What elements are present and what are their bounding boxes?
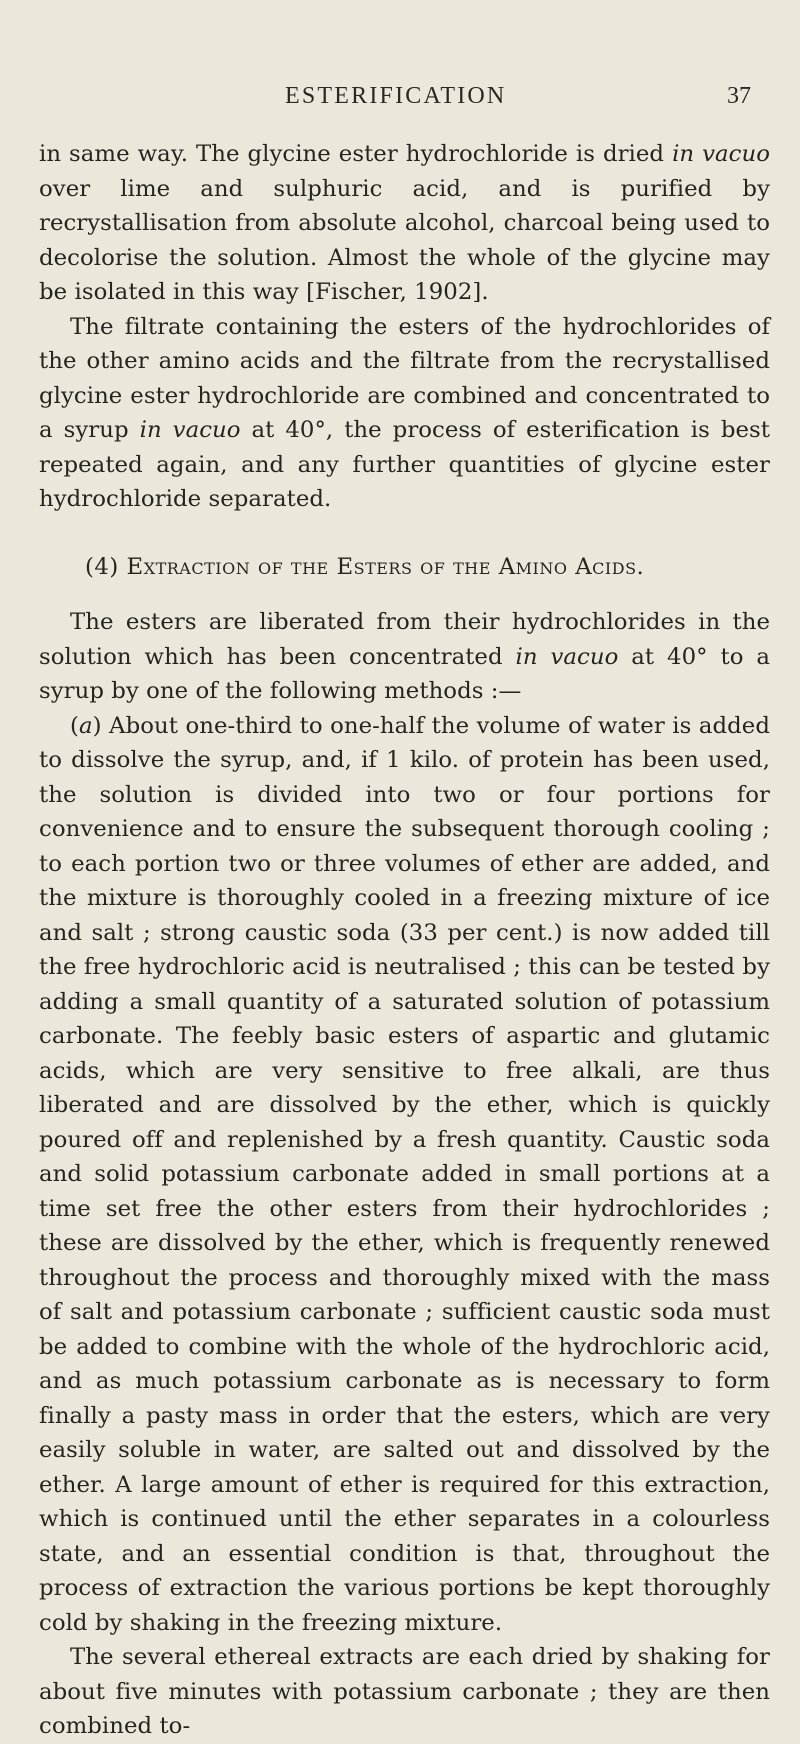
paragraph-method-a (39, 709, 770, 1641)
text-run: at 40° to a syrup by one of the following methods :— (39, 643, 771, 704)
section-number: (4) (85, 553, 119, 580)
italic-phrase: in vacuo (672, 141, 771, 167)
italic-phrase: in vacuo (515, 643, 619, 670)
section-heading (39, 550, 770, 585)
running-head (0, 83, 800, 117)
section-title: Extraction of the Esters of the Amino Acids. (126, 553, 645, 580)
text-run: The filtrate containing the esters of the hydrochlorides of the other amino acids and the filtrate from the recrystallised glycine ester hydrochloride are combined and concentrated to a syrup (39, 313, 770, 443)
text-run: ) About one-third to one-half the volume of water is added to dissolve the syrup, and, if 1 kilo. of protein has been used, the solution is divided into two or four portions for convenience and to ensure the subsequent thorough cooling ; to each portion two or three volumes of ether are added, and the mixture is thoroughly cooled in a freezing mixture of ice and salt ; strong caustic soda (33 per cent.) is now added till the free hydrochloric acid is neutralised ; this can be tested by adding a small quantity of a saturated solution of potassium carbonate. The feebly basic esters of aspartic and glutamic acids, which are very sensitive to free alkali, are thus liberated and are dissolved by the ether, which is quickly poured off and replenished by a fresh quantity. Caustic soda and solid potassium carbonate added in small portions at a time set free the other esters from their hydrochlorides ; these are dissolved by the ether, which is frequently renewed throughout the process and thoroughly mixed with the mass of salt and potassium carbonate ; sufficient caustic soda must be added to combine with the whole of the hydrochloric acid, and as much potassium carbonate as is necessary to form finally a pasty mass in order that the esters, which are very easily soluble in water, are salted out and dissolved by the ether. A large amount of ether is required for this extraction, which is continued until the ether separates in a colourless state, and an essential condition is that, throughout the process of extraction the various portions be kept thoroughly cold by shaking in the freezing mixture. (39, 712, 770, 1636)
text-run: in same way. The glycine ester hydrochloride is dried (39, 141, 673, 167)
paragraph-liberation (39, 605, 770, 709)
page-number: 37 (727, 83, 751, 109)
running-title: ESTERIFICATION (285, 83, 507, 109)
italic-letter: a (78, 712, 93, 739)
paragraph-continuation (39, 137, 770, 310)
paragraph-ethereal-extracts (39, 1640, 770, 1744)
text-run: The several ethereal extracts are each dried by shaking for about five minutes with potassium carbonate ; they are then combined to- (39, 1644, 770, 1739)
body-text (39, 137, 770, 1744)
text-run: ( (70, 712, 79, 739)
paragraph-filtrate (39, 310, 770, 517)
italic-phrase: in vacuo (139, 417, 241, 443)
text-run: over lime and sulphuric acid, and is purified by recrystallisation from absolute alcohol, charcoal being used to decolorise the solution. Almost the whole of the glycine may be isolated in this way [Fischer, 1902]. (39, 175, 770, 305)
text-run: at 40°, the process of esterification is best repeated again, and any further quantities of glycine ester hydrochloride separated. (39, 417, 770, 512)
text-run: The esters are liberated from their hydrochlorides in the solution which has been concentrated (39, 609, 770, 670)
